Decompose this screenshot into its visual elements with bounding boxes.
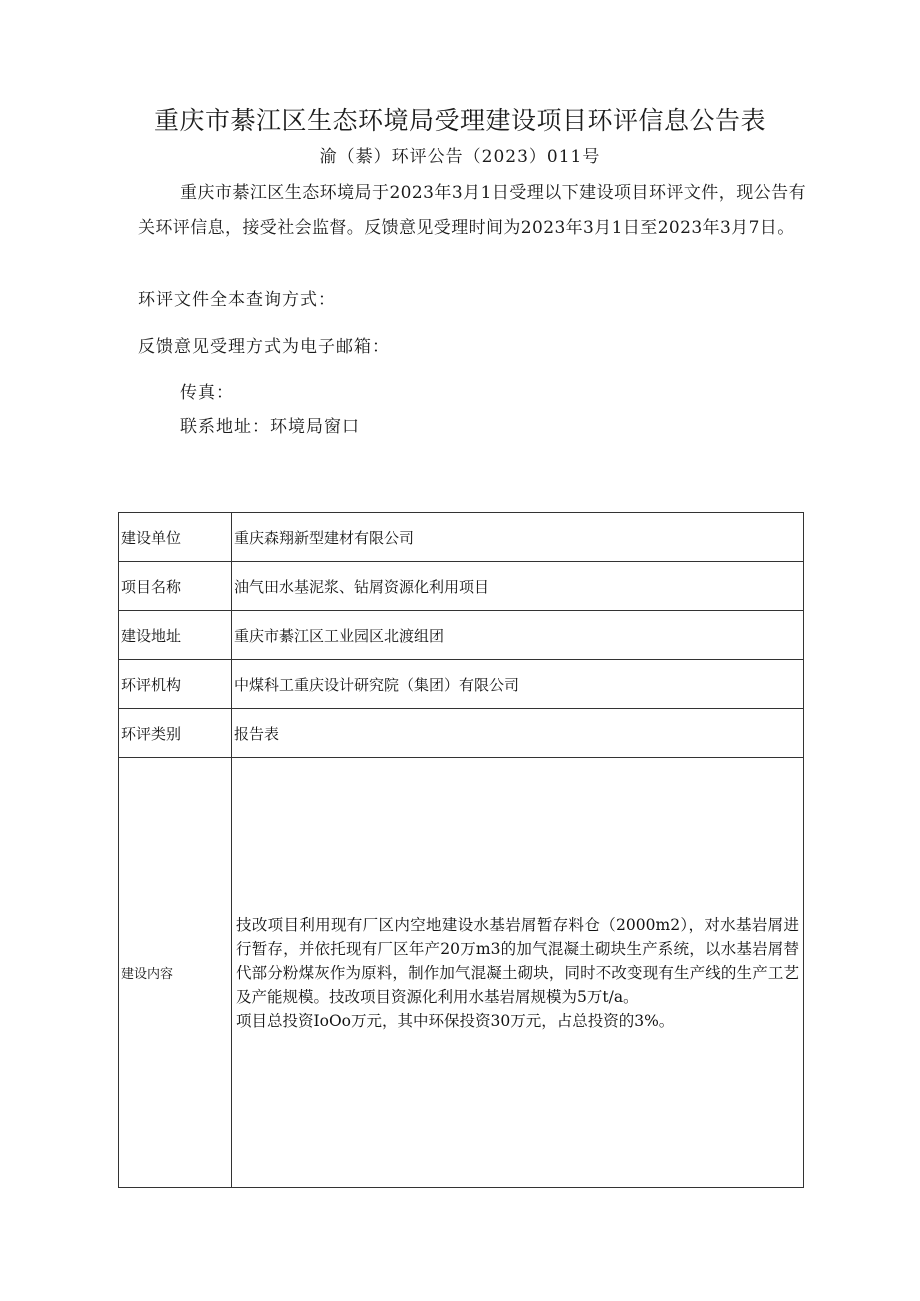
row-label: 建设地址	[119, 611, 232, 660]
row-value: 油气田水基泥浆、钻屑资源化利用项目	[232, 562, 804, 611]
row-value: 重庆森翔新型建材有限公司	[232, 513, 804, 562]
row-label: 建设内容	[119, 758, 232, 1188]
row-value: 报告表	[232, 709, 804, 758]
table-row-construction-unit	[119, 513, 804, 562]
table-row-construction-address	[119, 611, 804, 660]
table-row-project-name	[119, 562, 804, 611]
row-value: 重庆市綦江区工业园区北渡组团	[232, 611, 804, 660]
document-title: 重庆市綦江区生态环境局受理建设项目环评信息公告表	[153, 106, 766, 135]
row-label: 建设单位	[119, 513, 232, 562]
row-label: 项目名称	[119, 562, 232, 611]
intro-paragraph: 重庆市綦江区生态环境局于2023年3月1日受理以下建设项目环评文件，现公告有关环评信息，接受社会监督。反馈意见受理时间为2023年3月1日至2023年3月7日。	[138, 183, 806, 238]
row-label: 环评机构	[119, 660, 232, 709]
contact-address-line: 联系地址：环境局窗口	[180, 417, 360, 437]
table-row-construction-content	[119, 758, 804, 1188]
construction-content-cell	[232, 758, 804, 1188]
row-label: 环评类别	[119, 709, 232, 758]
project-info-table	[118, 512, 804, 1188]
table-row-eia-agency	[119, 660, 804, 709]
document-number: 渝（綦）环评公告（2023）011号	[319, 147, 601, 167]
investment-paragraph: 项目总投资IoOo万元，其中环保投资30万元，占总投资的3%。	[236, 1011, 675, 1030]
fax-line: 传真：	[180, 383, 234, 403]
query-method-line: 环评文件全本查询方式：	[138, 290, 336, 310]
table-row-eia-category	[119, 709, 804, 758]
row-value: 中煤科工重庆设计研究院（集团）有限公司	[232, 660, 804, 709]
content-paragraph: 技改项目利用现有厂区内空地建设水基岩屑暂存料仓（2000m2），对水基岩屑进行暂存，并依托现有厂区年产20万m3的加气混凝土砌块生产系统，以水基岩屑替代部分粉煤灰作为原料，制作加气混凝土砌块，同时不改变现有生产线的生产工艺及产能规模。技改项目资源化利用水基岩屑规模为5万t/a。	[236, 915, 799, 1006]
feedback-method-line: 反馈意见受理方式为电子邮箱：	[138, 337, 390, 357]
